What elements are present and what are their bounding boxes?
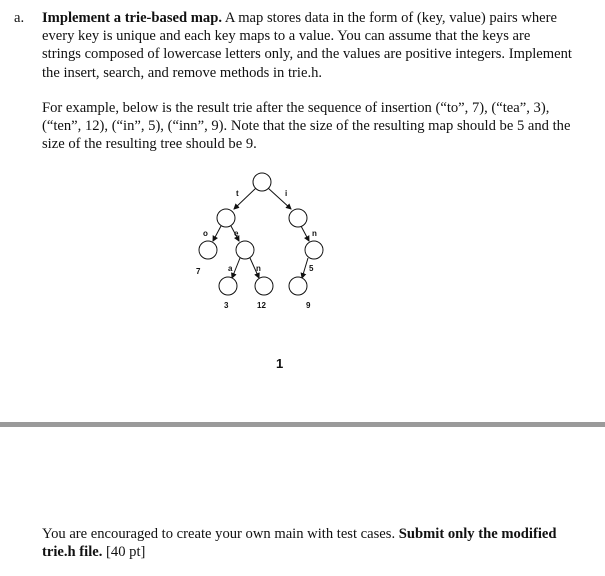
edge-label-o: o [203, 229, 208, 238]
edge-label-i: i [285, 189, 288, 198]
task-details: A map stores data in the form of (key, value) pairs where every key is unique and each key maps to a value. You can assume that the keys are strings composed of lowercase letters only, and the values are positive integers. Implement the insert, search, and remove methods in trie.h. [42, 10, 572, 81]
value-in: 5 [309, 264, 314, 273]
task-title: Implement a trie-based map. [42, 10, 222, 26]
points-label: [40 pt] [102, 544, 146, 561]
submission-lead: You are encouraged to create your own main with test cases. [42, 526, 399, 542]
page-divider [0, 422, 605, 427]
submission-instructions [42, 525, 572, 561]
edge-label-a: a [228, 264, 233, 273]
trie-node-root [253, 173, 271, 191]
trie-node-inn [289, 277, 307, 295]
trie-node-in [305, 241, 323, 259]
edge-in-inn [302, 258, 308, 278]
trie-node-te [236, 241, 254, 259]
value-ten: 12 [257, 301, 266, 310]
edge-root-i [268, 188, 291, 209]
edge-label-t: t [236, 189, 239, 198]
submission-bold: Submit only the modified trie.h file. [42, 526, 557, 561]
page-number: 1 [276, 356, 284, 371]
edge-t-to [213, 226, 221, 241]
list-marker: a. [14, 10, 25, 26]
edge-te-tea [232, 258, 240, 278]
edge-label-e: e [234, 229, 239, 238]
edge-i-in [301, 226, 309, 241]
trie-node-i [289, 209, 307, 227]
value-inn: 9 [306, 301, 311, 310]
trie-node-t [217, 209, 235, 227]
trie-node-to [199, 241, 217, 259]
example-description: For example, below is the result trie after the sequence of insertion (“to”, 7), (“tea”, 3), (“ten”, 12), (“in”, 5), (“inn”, 9). Note that the size of the resulting map should be 5 and the size of the resulting tree should be 9. [42, 100, 571, 153]
trie-node-ten [255, 277, 273, 295]
edge-label-n-2: n [312, 229, 317, 238]
trie-node-tea [219, 277, 237, 295]
value-to: 7 [196, 267, 201, 276]
edge-label-n-1: n [256, 264, 261, 273]
value-tea: 3 [224, 301, 229, 310]
